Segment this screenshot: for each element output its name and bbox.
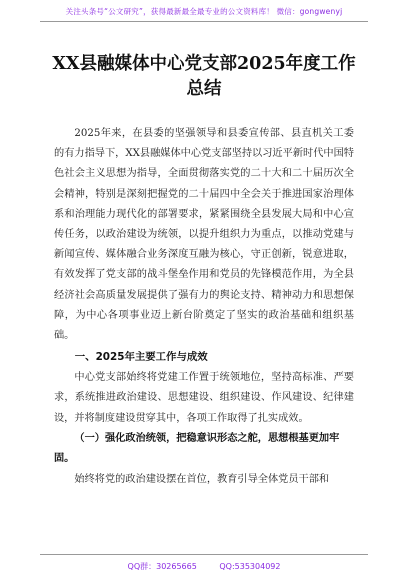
section-heading: 一、2025年主要工作与成效 xyxy=(74,351,208,364)
document-body xyxy=(54,124,354,490)
subsection-heading: （一）强化政治统领，把稳意识形态之舵，思想根基更加牢固。 xyxy=(54,432,340,465)
footer xyxy=(0,561,408,572)
document-title: XX县融媒体中心党支部2025年度工作总结 xyxy=(52,54,356,99)
top-banner: 关注头条号“公文研究”，获得最新最全最专业的公文资料库！ 微信：gongwenyj xyxy=(65,7,343,16)
footer-qq-number: QQ:535304092 xyxy=(219,562,281,571)
header-divider xyxy=(40,21,368,22)
section-paragraph: 中心党支部始终将党建工作置于统领地位，坚持高标准、严要求，系统推进政治建设、思想建设、组织建设、作风建设、纪律建设，并将制度建设贯穿其中，各项工作取得了扎实成效。 xyxy=(54,372,354,424)
intro-paragraph: 2025年来，在县委的坚强领导和县委宣传部、县直机关工委的有力指导下，XX县融媒体中心党支部坚持以习近平新时代中国特色社会主义思想为指导，全面贯彻落实党的二十大和二十届历次全会精神，特别是深刻把握党的二十届四中全会关于推进国家治理体系和治理能力现代化的部署要求，紧紧围绕全县发展大局和中心宣传任务，以政治建设为统领，以提升组织力为重点，以推动党建与新闻宣传、媒体融合业务深度互融为核心，守正创新，锐意进取，有效发挥了党支部的战斗堡垒作用和党员的先锋模范作用，为全县经济社会高质量发展提供了强有力的舆论支持、精神动力和思想保障，为中心各项事业迈上新台阶奠定了坚实的政治基础和组织基础。 xyxy=(54,128,354,342)
footer-qq-group: QQ群：30265665 xyxy=(127,562,197,571)
footer-divider xyxy=(40,554,368,555)
subsection-paragraph: 始终将党的政治建设摆在首位，教育引导全体党员干部和 xyxy=(74,473,330,485)
